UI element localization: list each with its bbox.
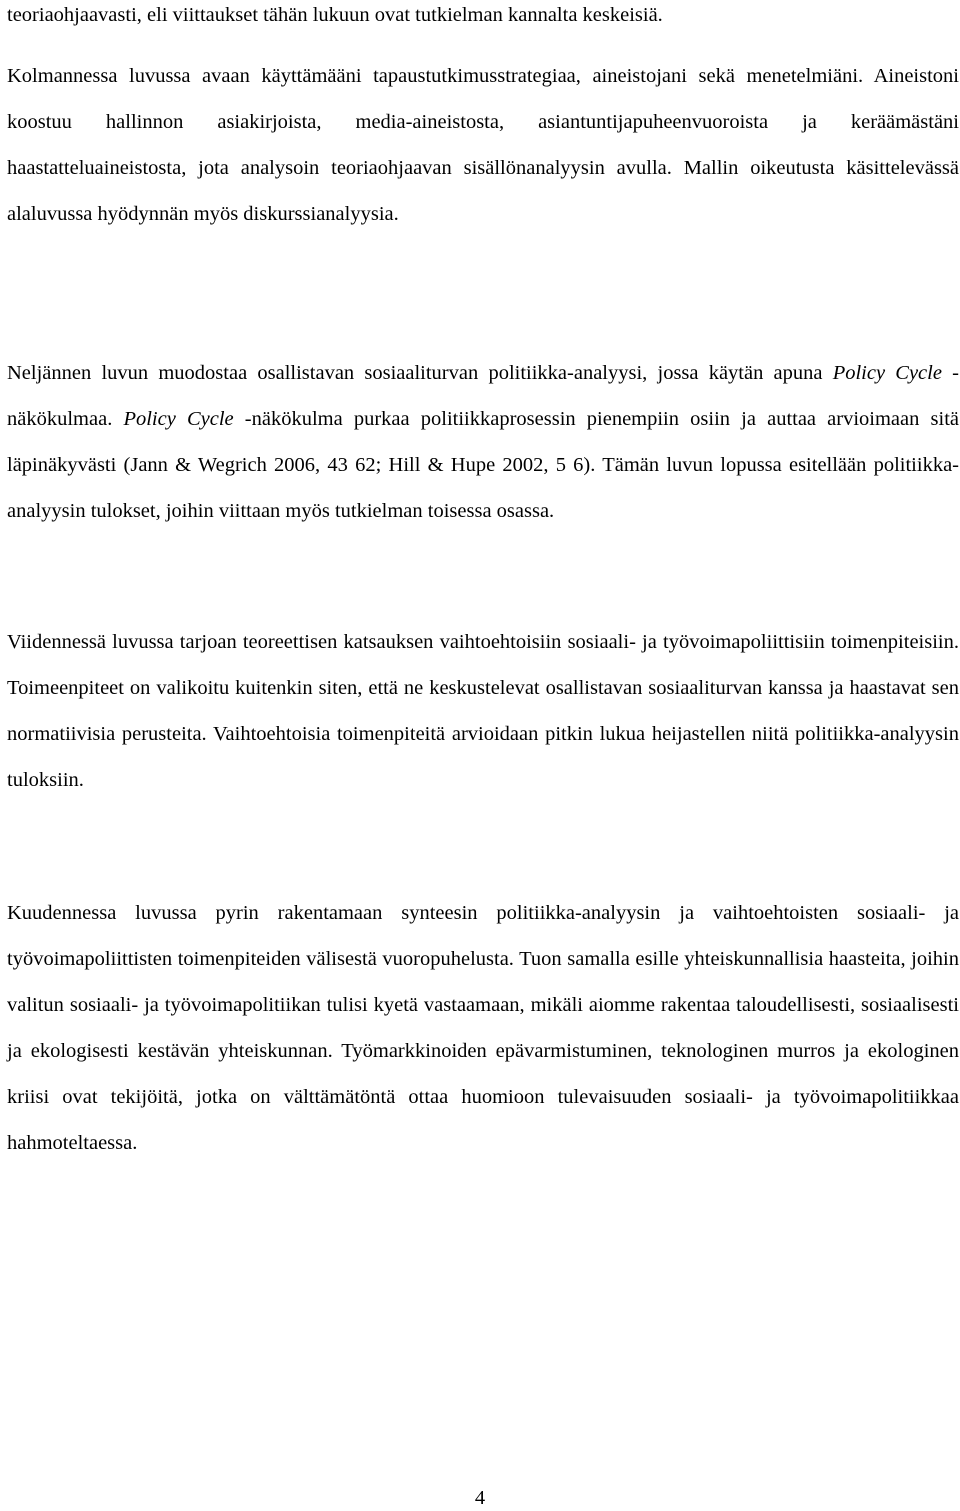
paragraph-text: Kolmannessa luvussa avaan käyttämääni tapaustutkimusstrategiaa, aineistojani sekä menetelmiäni. Aineistoni koostuu hallinnon asiakirjoista, media-aineistosta, asiantuntijapuheenvuoroista ja keräämästäni haastatteluaineistosta, jota analysoin teoriaohjaavan sisällönanalyysin avulla. Mallin oikeutusta käsittelevässä alaluvussa hyödynnän myös diskurssianalyysia. [7,65,959,225]
paragraph-chapter-3 [7,53,959,237]
italic-term: Policy Cycle [123,408,234,430]
paragraph-text: Viidennessä luvussa tarjoan teoreettisen katsauksen vaihtoehtoisiin sosiaali- ja työvoimapoliittisiin toimenpiteisiin. Toimeenpiteet on valikoitu kuitenkin siten, että ne keskustelevat osallistavan sosiaaliturvan kanssa ja haastavat sen normatiivisia perusteita. Vaihtoehtoisia toimenpiteitä arvioidaan pitkin lukua heijastellen niitä politiikka-analyysin tuloksiin. [7,631,959,791]
paragraph-chapter-6 [7,890,959,1166]
paragraph-text: teoriaohjaavasti, eli viittaukset tähän lukuun ovat tutkielman kannalta keskeisiä. [7,4,663,26]
paragraph-text-part: -näkökulma purkaa politiikkaprosessin pienempiin osiin ja auttaa arvioimaan sitä läpinäkyvästi (Jann & Wegrich 2006, 43 62; Hill & Hupe 2002, 5 6). Tämän luvun lopussa esitellään politiikka-analyysin tulokset, joihin viittaan myös tutkielman toisessa osassa. [7,408,959,522]
paragraph-text: Kuudennessa luvussa pyrin rakentamaan synteesin politiikka-analyysin ja vaihtoehtoisten sosiaali- ja työvoimapoliittisten toimenpiteiden välisestä vuoropuhelusta. Tuon samalla esille yhteiskunnallisia haasteita, joihin valitun sosiaali- ja työvoimapolitiikan tulisi kyetä vastaamaan, mikäli aiomme rakentaa taloudellisesti, sosiaalisesti ja ekologisesti kestävän yhteiskunnan. Työmarkkinoiden epävarmistuminen, teknologinen murros ja ekologinen kriisi ovat tekijöitä, jotka on välttämätöntä ottaa huomioon tulevaisuuden sosiaali- ja työvoimapolitiikkaa hahmoteltaessa. [7,902,959,1154]
paragraph-text-part: -näkökulmaa. [7,362,960,430]
italic-term: Policy Cycle [832,362,942,384]
page-number: 4 [474,1487,486,1509]
paragraph-text-part: Neljännen luvun muodostaa osallistavan sosiaaliturvan politiikka-analyysi, jossa käytän apuna [7,362,833,384]
paragraph-chapter-4 [7,350,959,534]
paragraph-fragment [7,0,959,38]
paragraph-chapter-5 [7,619,959,803]
